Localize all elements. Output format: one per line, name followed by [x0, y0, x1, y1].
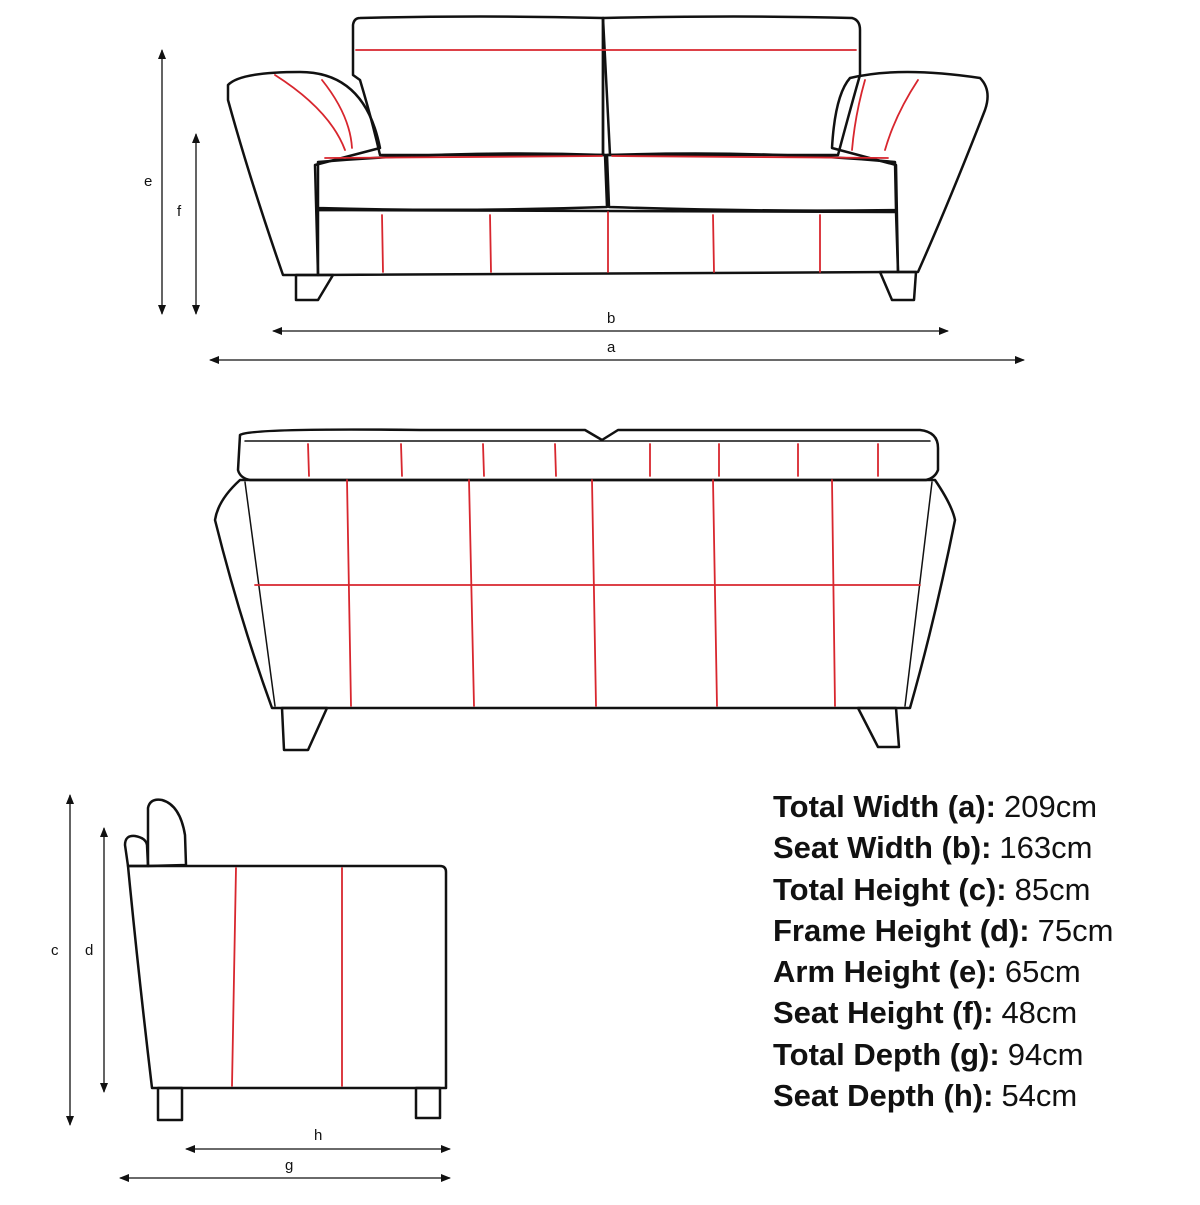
front-back-cushion-right [603, 17, 860, 156]
dim-label-e: e [144, 173, 153, 190]
back-leg-left [282, 708, 327, 750]
dimension-spec-list [773, 786, 1193, 1116]
spec-value: 209cm [1003, 789, 1098, 824]
side-leg-front [158, 1088, 182, 1120]
spec-arm-height [773, 951, 1193, 992]
spec-value: 75cm [1037, 912, 1114, 948]
spec-value: 85cm [1014, 871, 1091, 907]
back-body [215, 480, 955, 708]
spec-frame-height [773, 910, 1193, 951]
front-leg-left [296, 275, 333, 300]
front-arm-right [832, 72, 988, 272]
spec-label: Arm Height (e): [773, 954, 997, 990]
spec-label: Seat Depth (h): [773, 1078, 994, 1114]
dim-label-f: f [177, 203, 182, 220]
spec-label: Frame Height (d): [773, 912, 1030, 948]
spec-total-width [773, 786, 1193, 827]
side-seams [232, 868, 342, 1086]
dim-label-a: a [607, 339, 616, 356]
side-back-rest [125, 836, 148, 866]
spec-value: 48cm [1001, 995, 1078, 1031]
back-seams [255, 444, 920, 706]
side-view [125, 800, 446, 1120]
spec-label: Total Depth (g): [773, 1036, 1000, 1072]
spec-label: Total Height (c): [773, 871, 1007, 907]
spec-total-depth [773, 1034, 1193, 1075]
dim-label-b: b [607, 310, 616, 327]
side-body [128, 866, 446, 1088]
spec-label: Seat Width (b): [773, 830, 992, 866]
dim-label-h: h [314, 1127, 323, 1144]
spec-total-height [773, 869, 1193, 910]
spec-seat-depth [773, 1075, 1193, 1116]
front-seams [275, 50, 918, 272]
front-arm-left [228, 72, 380, 275]
spec-value: 94cm [1007, 1036, 1084, 1072]
dim-label-d: d [85, 942, 94, 959]
back-top-cushion [238, 430, 938, 480]
back-leg-right [858, 708, 899, 747]
front-seat-cushion-left [318, 154, 607, 210]
dim-label-g: g [285, 1157, 294, 1174]
spec-label: Seat Height (f): [773, 995, 994, 1031]
dim-label-c: c [51, 942, 59, 959]
spec-seat-width [773, 827, 1193, 868]
front-seat-cushion-right [607, 154, 896, 211]
spec-label: Total Width (a): [773, 789, 996, 824]
front-back-cushion-left [353, 17, 603, 156]
front-leg-right [880, 272, 916, 300]
spec-seat-height [773, 992, 1193, 1033]
spec-value: 65cm [1004, 954, 1081, 990]
spec-value: 163cm [999, 830, 1093, 866]
spec-value: 54cm [1001, 1078, 1078, 1114]
front-view [228, 17, 988, 301]
back-view [215, 430, 955, 750]
side-leg-back [416, 1088, 440, 1118]
side-back-cushion [148, 800, 186, 866]
